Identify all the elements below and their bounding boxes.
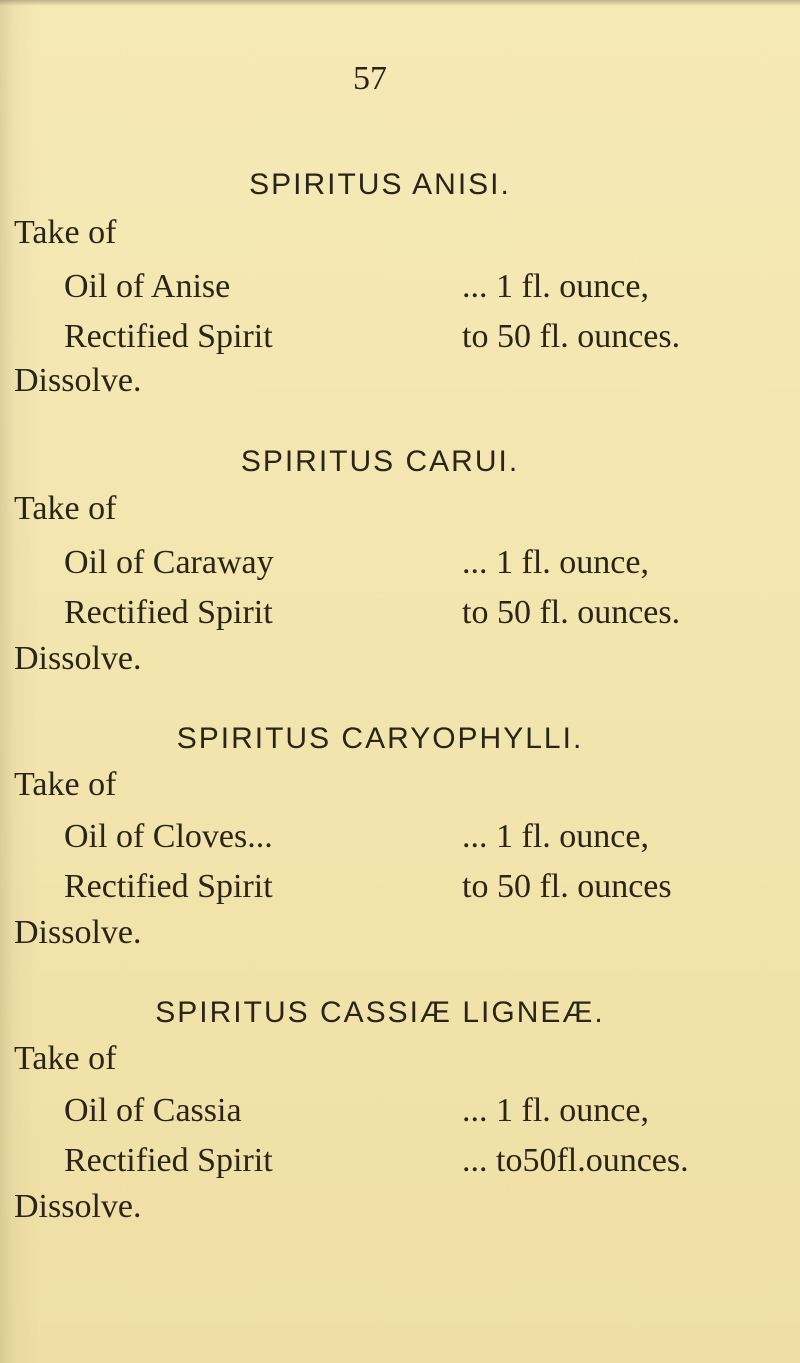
section-heading-carui: SPIRITUS CARUI. [240,445,520,478]
section-heading-cassiae-ligneae: SPIRITUS CASSIÆ LIGNEÆ. [155,996,605,1029]
ingredient-name: Oil of Cloves... [64,818,273,855]
take-of-label: Take of [14,1040,117,1077]
take-of-label: Take of [14,214,117,251]
instruction-text: Dissolve. [14,640,142,677]
ingredient-quantity: to 50 fl. ounces [462,868,672,905]
ingredient-quantity: ... 1 fl. ounce, [462,818,649,855]
ingredient-name: Rectified Spirit [64,868,273,905]
ingredient-quantity: to 50 fl. ounces. [462,318,681,355]
instruction-text: Dissolve. [14,914,142,951]
ingredient-quantity: ... 1 fl. ounce, [462,1092,649,1129]
section-heading-anisi: SPIRITUS ANISI. [249,168,511,201]
ingredient-name: Oil of Cassia [64,1092,242,1129]
ingredient-quantity: ... to50fl.ounces. [462,1142,689,1179]
instruction-text: Dissolve. [14,362,142,399]
ingredient-name: Rectified Spirit [64,1142,273,1179]
ingredient-name: Oil of Anise [64,268,231,305]
page-edge [0,0,800,6]
page-number: 57 [353,60,387,97]
ingredient-quantity: ... 1 fl. ounce, [462,544,649,581]
ingredient-name: Oil of Caraway [64,544,274,581]
section-heading-caryophylli: SPIRITUS CARYOPHYLLI. [176,722,584,755]
take-of-label: Take of [14,490,117,527]
take-of-label: Take of [14,766,117,803]
ingredient-quantity: to 50 fl. ounces. [462,594,681,631]
ingredient-name: Rectified Spirit [64,594,273,631]
instruction-text: Dissolve. [14,1188,142,1225]
ingredient-quantity: ... 1 fl. ounce, [462,268,649,305]
ingredient-name: Rectified Spirit [64,318,273,355]
